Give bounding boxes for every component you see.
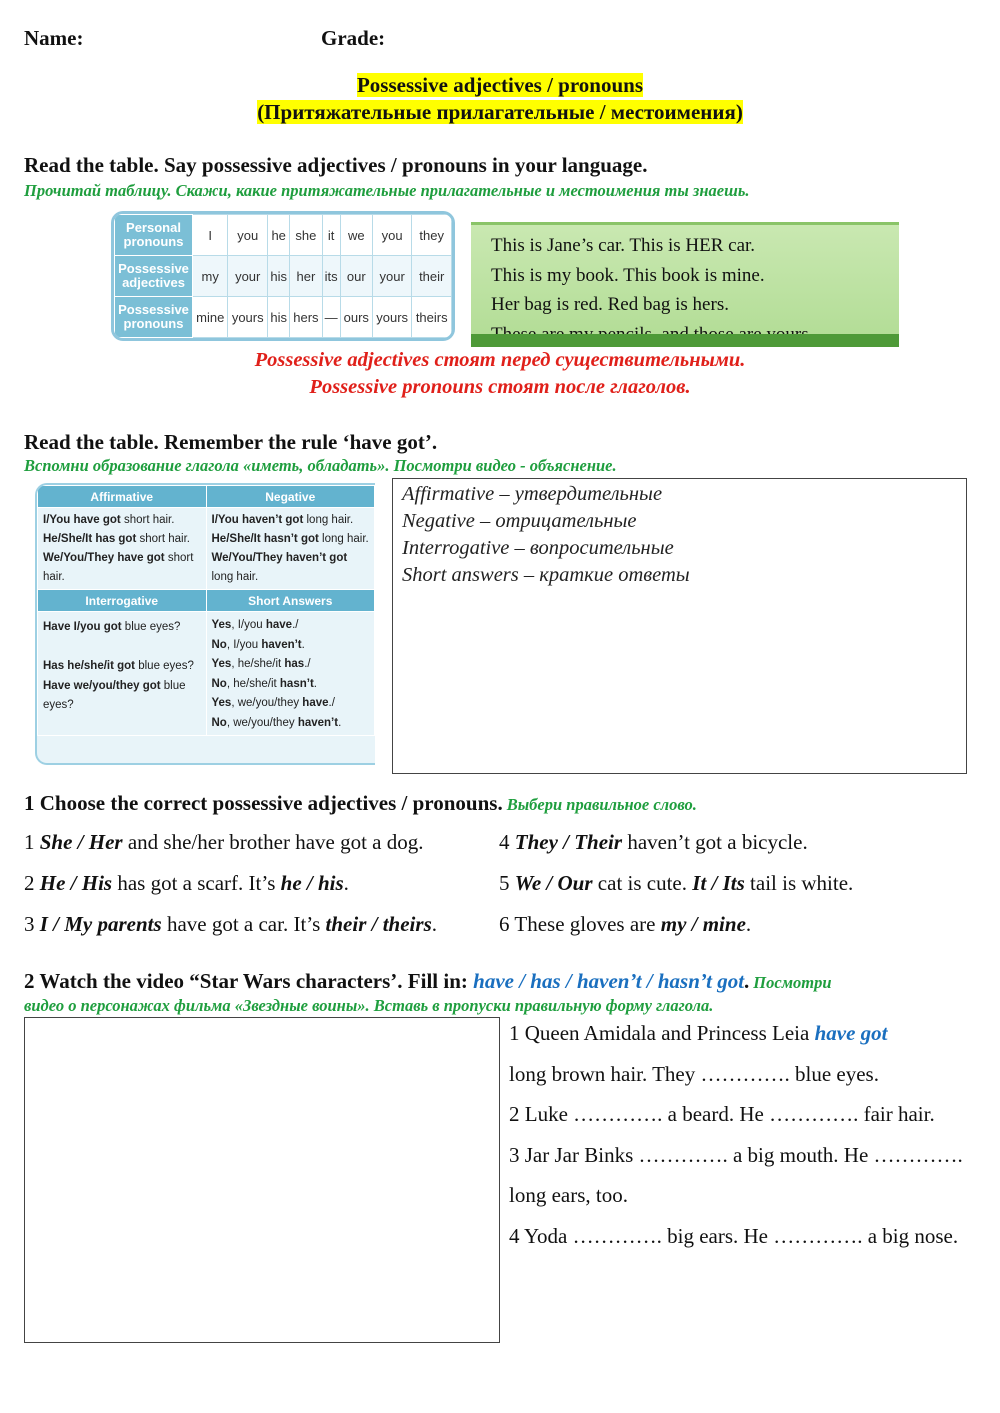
row-header: Personal pronouns (115, 215, 193, 256)
section2-instruction-ru: Вспомни образование глагола «иметь, обладать». Посмотри видео - объяснение. (24, 456, 617, 475)
exercise1-item-1: 1 She / Her and she/her brother have got a dog. (24, 830, 424, 854)
exercise1-item-2: 2 He / His has got a scarf. It’s he / his. (24, 871, 349, 895)
sentence-4: 4 Yoda …………. big ears. He …………. a big nose. (509, 1223, 959, 1248)
sentence-1-cont: long brown hair. They …………. blue eyes. (509, 1061, 879, 1086)
exercise2-title-ru: видео о персонажах фильма «Звездные воины». Вставь в пропуски правильную форму глагола. (24, 996, 714, 1015)
term-line: Short answers – краткие ответы (402, 564, 690, 586)
example-line: Her bag is red. Red bag is hers. (491, 294, 729, 315)
green-bar (471, 334, 899, 347)
name-label: Name: (24, 26, 84, 50)
affirmative-cell: I/You have got short hair. He/She/It has got short hair. We/You/They have got short hair. (38, 508, 207, 590)
table-cell: we (340, 215, 372, 256)
term-line: Interrogative – вопросительные (402, 537, 674, 559)
negative-header: Negative (206, 486, 375, 508)
sentence-2: 2 Luke …………. a beard. He …………. fair hair. (509, 1102, 935, 1126)
sentence-3: 3 Jar Jar Binks …………. a big mouth. He …………. long ears, too. (509, 1142, 963, 1207)
page-title (0, 72, 1000, 126)
table-cell: it (322, 215, 340, 256)
exercise1-item-5: 5 We / Our cat is cute. It / Its tail is white. (499, 871, 854, 895)
table-cell: its (322, 256, 340, 297)
example-line: This is my book. This book is mine. (491, 264, 765, 286)
table-cell: — (322, 297, 340, 338)
affirmative-header: Affirmative (38, 486, 207, 508)
table-cell: his (268, 297, 290, 338)
exercise2-title: 2 Watch the video “Star Wars characters’. Fill in: have / has / haven’t / hasn’t got. Посмотри (24, 969, 832, 993)
table-cell: she (290, 215, 322, 256)
table-cell: yours (372, 297, 412, 338)
table-cell: yours (228, 297, 268, 338)
section1-instruction-ru: Прочитай таблицу. Скажи, какие притяжательные прилагательные и местоимения ты знаешь. (24, 181, 750, 200)
example-answer: have got (814, 1021, 888, 1045)
table-cell: you (228, 215, 268, 256)
row-header: Possessive pronouns (115, 297, 193, 338)
table-cell: you (372, 215, 412, 256)
examples-box (471, 222, 899, 347)
table-cell: her (290, 256, 322, 297)
table-cell: your (372, 256, 412, 297)
exercise1-item-4: 4 They / Their haven’t got a bicycle. (499, 830, 808, 854)
table-cell: he (268, 215, 290, 256)
table-cell: ours (340, 297, 372, 338)
interrogative-cell: Have I/you got blue eyes? Has he/she/it got blue eyes? Have we/you/they got blue eyes? (38, 612, 207, 736)
short-answers-cell: Yes, I/you have./ No, I/you haven’t. Yes, he/she/it has./ No, he/she/it hasn’t. Yes, we/you/they have./ No, we/you/they haven’t. (206, 612, 375, 736)
table-cell: my (193, 256, 228, 297)
term-line: Negative – отрицательные (402, 510, 637, 532)
row-header: Possessive adjectives (115, 256, 193, 297)
table-cell: they (412, 215, 452, 256)
video-placeholder (24, 1017, 500, 1343)
exercise1-title: 1 Choose the correct possessive adjectives / pronouns. Выбери правильное слово. (24, 791, 697, 815)
table-cell: your (228, 256, 268, 297)
table-cell: mine (193, 297, 228, 338)
table-cell: their (412, 256, 452, 297)
table-cell: our (340, 256, 372, 297)
section2-instruction: Read the table. Remember the rule ‘have got’. (24, 430, 438, 454)
possessive-table (111, 211, 455, 341)
title-line-1: Possessive adjectives / pronouns (356, 73, 644, 97)
title-line-2: (Притяжательные прилагательные / местоимения) (257, 100, 743, 124)
interrogative-header: Interrogative (38, 590, 207, 612)
sentence-1: 1 Queen Amidala and Princess Leia have got (509, 1021, 888, 1045)
rule-adjectives: Possessive adjectives стоят перед существительными. (254, 349, 746, 371)
exercise1-item-3: 3 I / My parents have got a car. It’s their / theirs. (24, 912, 437, 936)
table-cell: theirs (412, 297, 452, 338)
exercise2-sentences (509, 1013, 979, 1256)
table-cell: I (193, 215, 228, 256)
terms-box (392, 478, 967, 774)
section1-instruction: Read the table. Say possessive adjectives / pronouns in your language. (24, 153, 648, 177)
negative-cell: I/You haven’t got long hair. He/She/It hasn’t got long hair. We/You/They haven’t got long hair. (206, 508, 375, 590)
term-line: Affirmative – утвердительные (402, 483, 663, 505)
exercise1-item-6: 6 These gloves are my / mine. (499, 912, 752, 936)
have-got-table (35, 483, 375, 765)
table-cell: hers (290, 297, 322, 338)
example-line: This is Jane’s car. This is HER car. (491, 235, 756, 256)
rule-pronouns: Possessive pronouns стоят после глаголов. (309, 376, 691, 398)
table-cell: his (268, 256, 290, 297)
short-answers-header: Short Answers (206, 590, 375, 612)
grade-label: Grade: (321, 26, 386, 50)
